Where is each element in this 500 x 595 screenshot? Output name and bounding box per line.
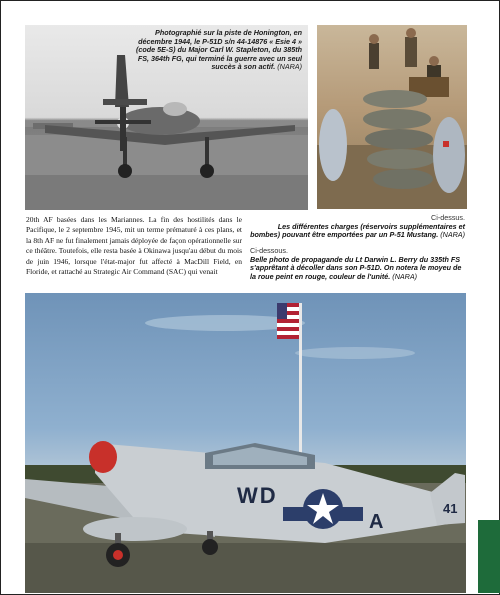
p51d-color-illustration xyxy=(25,293,466,593)
aircraft-code-letters: WD xyxy=(237,483,278,508)
ordnance-illustration xyxy=(317,25,467,209)
caption-propaganda-text: Belle photo de propagande du Lt Darwin L. Berry du 335th FS s'apprêtant à décoller dans son P-51D. On notera le moyeu de la roue peint en rouge, couleur de l'unité. xyxy=(250,254,462,281)
us-flag xyxy=(277,303,299,339)
caption-top-credit: (NARA) xyxy=(277,62,302,72)
caption-propaganda xyxy=(250,247,465,281)
page-edge-accent xyxy=(478,520,500,593)
caption-charges-text: Les différentes charges (réservoirs supplémentaires et bombes) pouvant être emportées par un P-51 Mustang. xyxy=(250,221,465,240)
photo-honington-aircraft xyxy=(25,25,308,210)
caption-charges-credit: (NARA) xyxy=(440,230,465,240)
caption-top-photo xyxy=(132,29,302,72)
red-wheel-hub xyxy=(113,550,123,560)
caption-propaganda-credit: (NARA) xyxy=(392,271,418,281)
tail-number: 41 xyxy=(443,501,458,516)
aircraft-individual-letter: A xyxy=(369,511,384,533)
photo-p51d-berry xyxy=(25,293,466,593)
caption-charges-lead: Ci-dessus. xyxy=(431,213,465,222)
caption-propaganda-lead: Ci-dessous. xyxy=(250,246,288,255)
article-body-text: 20th AF basées dans les Mariannes. La fin des hostilités dans le Pacifique, le 2 septembre 1945, mit un terme prématuré à ces plans, et la 8th AF ne fut finalement jamais déployée de façon opérationnelle sur ce théâtre. Toutefois, elle resta basée à Okinawa jusqu'au début du mois de juin 1946, lorsque l'état-major fut affecté à MacDill Field, en Floride, et rattaché au Strategic Air Command (SAC) qui venait xyxy=(26,215,242,277)
caption-top-text: Photographié sur la piste de Honington, en décembre 1944, le P-51D s/n 44-14876 « Esie 4 » (code 5E-S) du Major Carl W. Stapleton, du 385th FS, 364th FG, qui terminé la guerre avec un seul succès à son actif. xyxy=(136,28,302,72)
caption-charges xyxy=(250,214,465,240)
photo-bombs-drop-tanks xyxy=(317,25,467,209)
